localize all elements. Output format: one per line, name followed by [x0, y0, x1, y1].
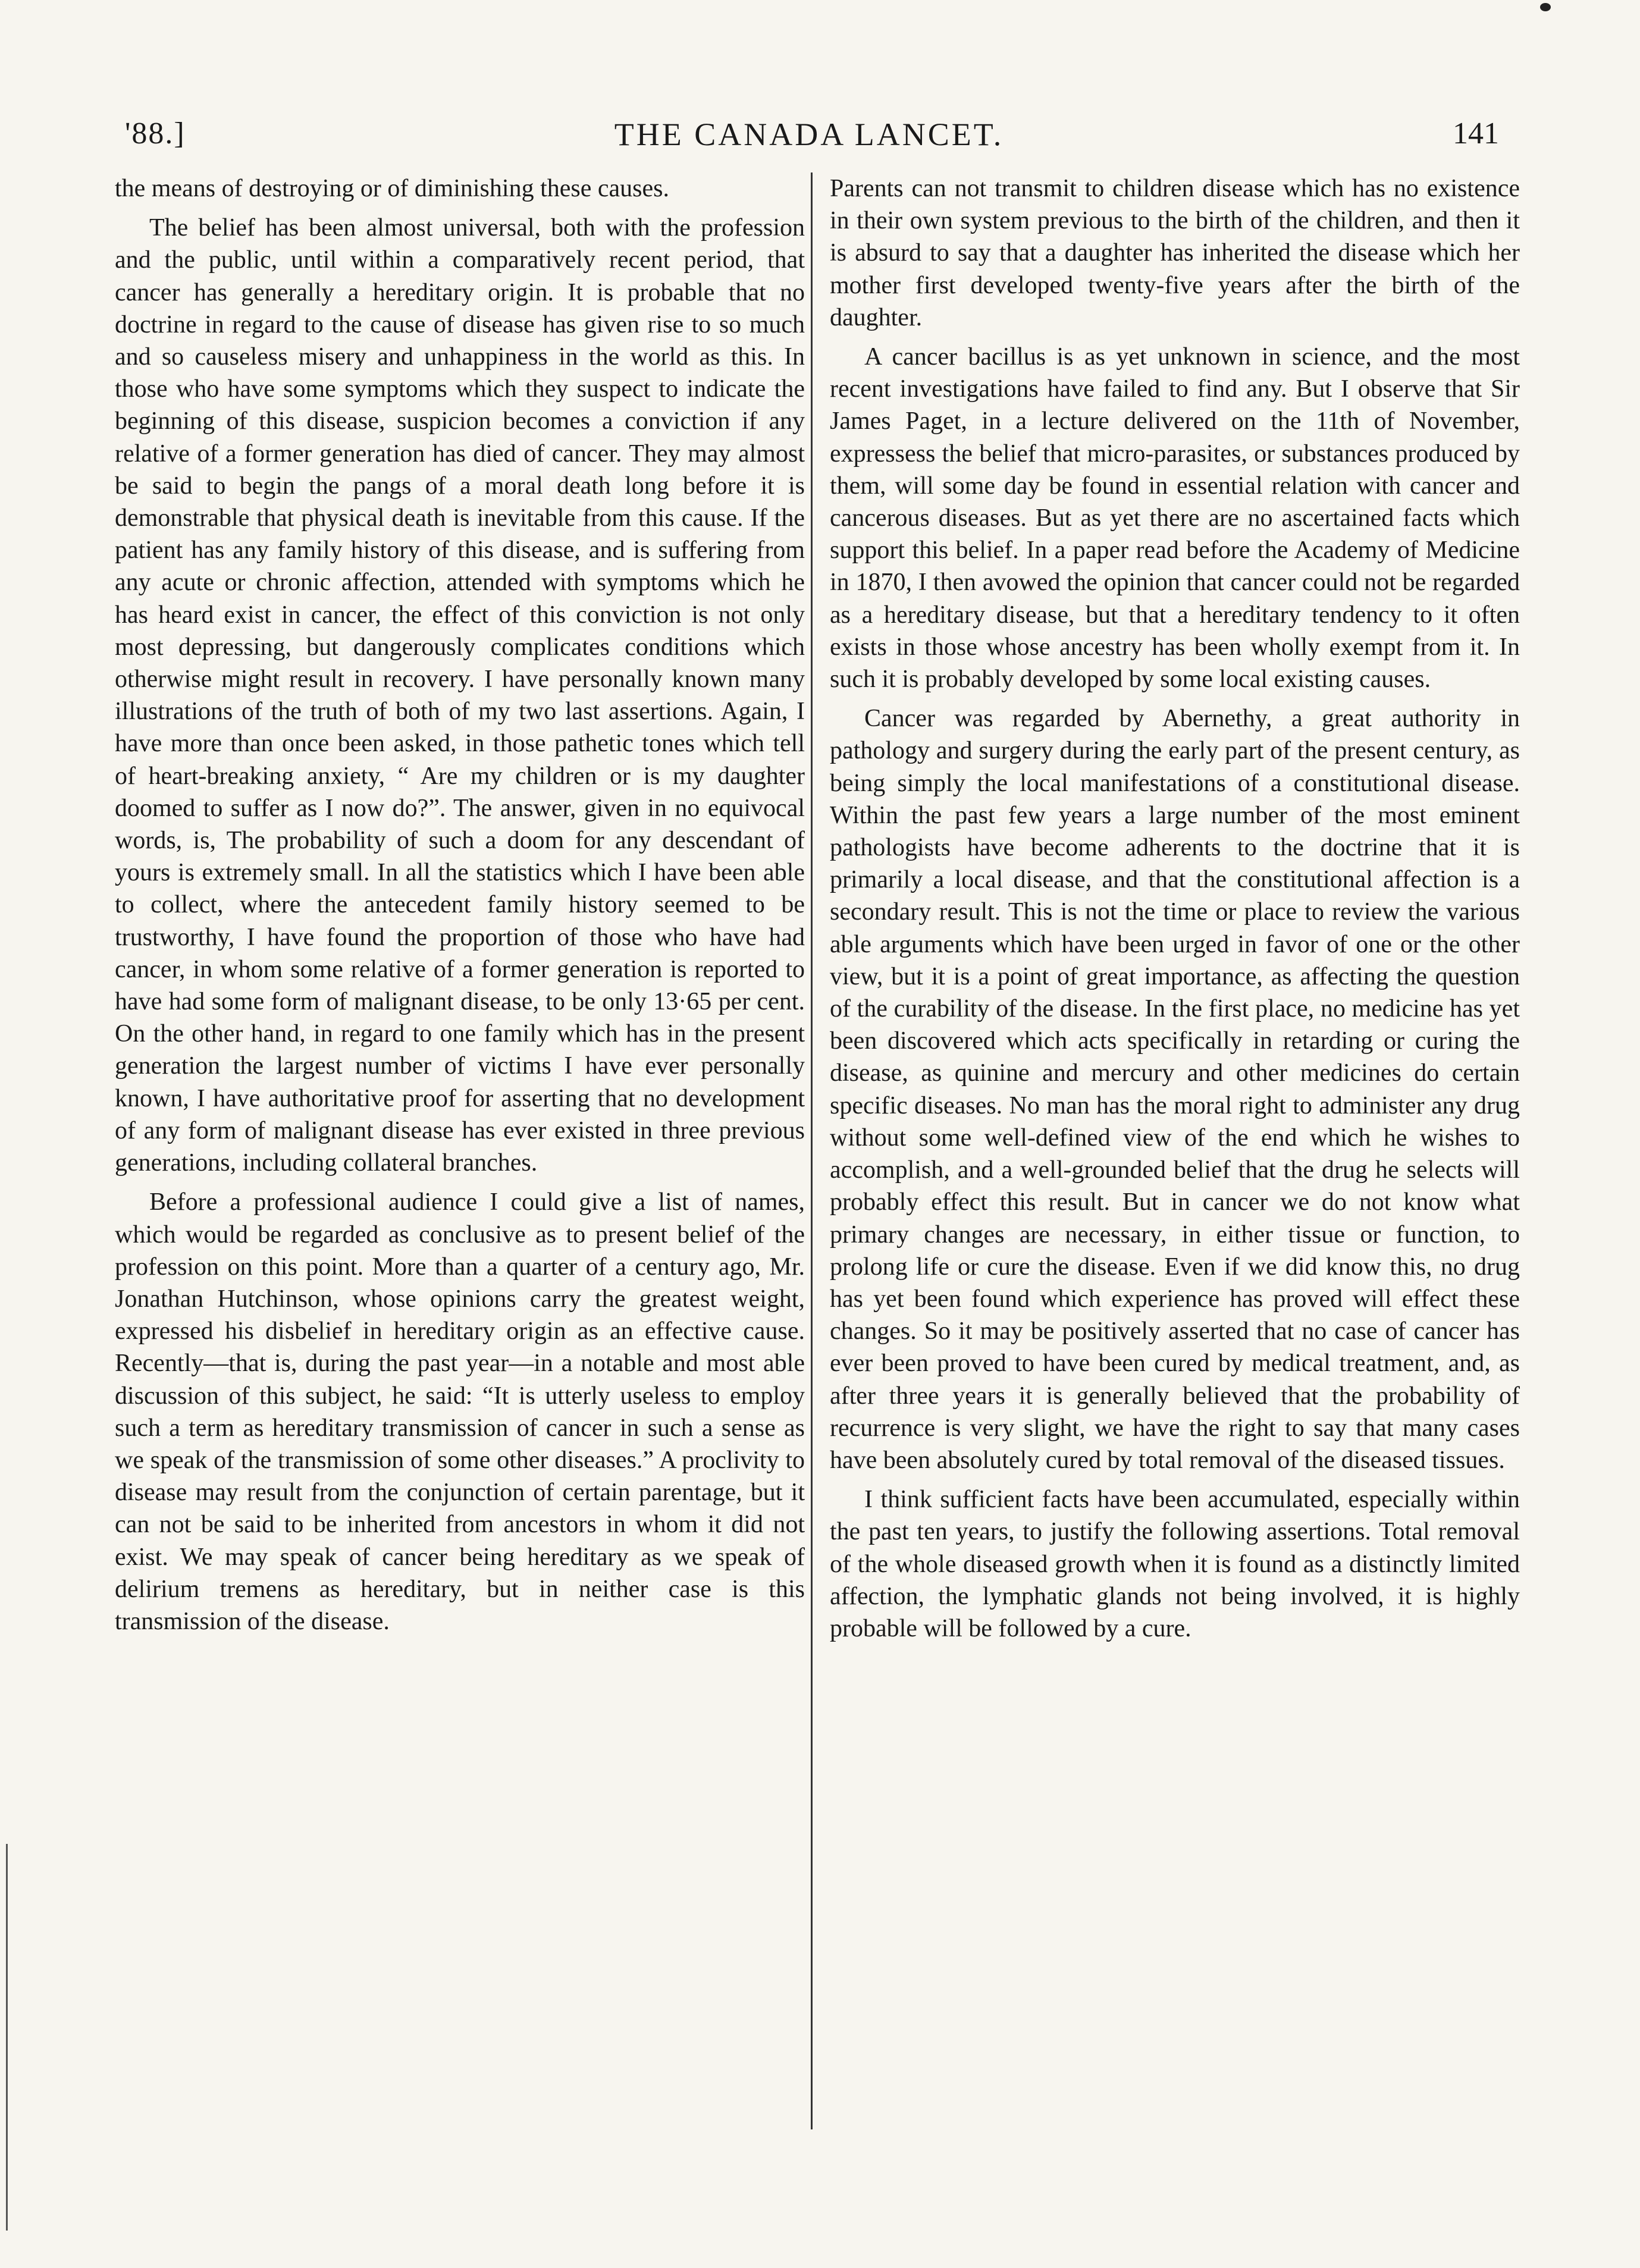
- paragraph: the means of destroying or of diminishing these causes.: [115, 175, 669, 202]
- page-header: [107, 116, 1511, 164]
- paragraph: Parents can not transmit to children disease which has no existence in their own system previous to the birth of the children, and then it is absurd to say that a daughter has inherited the disease which her mother first developed twenty-five years after the birth of the daughter.: [830, 175, 1520, 331]
- paragraph: I think sufficient facts have been accumulated, especially within the past ten years, to justify the following assertions. Total removal of the whole diseased growth when it is found as a distinctly limited affection, the lymphatic glands not being involved, it is highly probable will be followed by a cure.: [830, 1486, 1520, 1642]
- paragraph: The belief has been almost universal, both with the profession and the public, until within a comparatively recent period, that cancer has generally a hereditary origin. It is probable that no doctrine in regard to the cause of disease has given rise to so much and so causeless misery and unhappiness in the world as this. In those who have some symptoms which they suspect to indicate the beginning of this disease, suspicion becomes a conviction if any relative of a former generation has died of cancer. They may almost be said to begin the pangs of a moral death long before it is demonstrable that physical death is inevitable from this cause. If the patient has any family history of this disease, and is suffering from any acute or chronic affection, attended with symptoms which he has heard exist in cancer, the effect of this conviction is not only most depressing, but dangerously complicates conditions which otherwise might result in recovery. I have personally known many illustrations of the truth of both of my two last assertions. Again, I have more than once been asked, in those pathetic tones which tell of heart-breaking anxiety, “ Are my children or is my daughter doomed to suffer as I now do?”. The answer, given in no equivocal words, is, The probability of such a doom for any descendant of yours is extremely small. In all the statistics which I have been able to collect, where the antecedent family history seemed to be trustworthy, I have found the proportion of those who have had cancer, in whom some relative of a former generation is reported to have had some form of malignant disease, to be only 13·65 per cent. On the other hand, in regard to one family which has in the present generation the largest number of victims I have ever personally known, I have authoritative proof for asserting that no development of any form of malignant disease has ever existed in three previous generations, including collateral branches.: [115, 214, 805, 1177]
- journal-title: THE CANADA LANCET.: [614, 117, 1004, 152]
- paragraph: A cancer bacillus is as yet unknown in science, and the most recent investigations have failed to find any. But I observe that Sir James Paget, in a lecture delivered on the 11th of November, expressess the belief that micro-parasites, or substances produced by them, will some day be found in essential relation with cancer and cancerous diseases. But as yet there are no ascertained facts which support this belief. In a paper read before the Academy of Medicine in 1870, I then avowed the opinion that cancer could not be regarded as a hereditary disease, but that a hereditary tendency to it often exists in those whose ancestry has been wholly exempt from it. In such it is probably developed by some local existing causes.: [830, 343, 1520, 694]
- page-number: 141: [1453, 117, 1499, 150]
- right-column: [830, 172, 1520, 1652]
- ink-speck: [1540, 3, 1551, 11]
- left-column: [115, 172, 805, 1645]
- scan-edge-mark: [6, 1844, 8, 2231]
- paragraph: Before a professional audience I could give a list of names, which would be regarded as conclusive as to present belief of the profession on this point. More than a quarter of a century ago, Mr. Jonathan Hutchinson, whose opinions carry the greatest weight, expressed his disbelief in hereditary origin as an effective cause. Recently—that is, during the past year—in a notable and most able discussion of this subject, he said: “It is utterly useless to employ such a term as hereditary transmission of cancer in such a sense as we speak of the transmission of some other diseases.” A proclivity to disease may result from the conjunction of certain parentage, but it can not be said to be inherited from ancestors in whom it did not exist. We may speak of cancer being hereditary as we speak of delirium tremens as hereditary, but in neither case is this transmission of the disease.: [115, 1188, 805, 1635]
- column-divider: [811, 172, 813, 2129]
- volume-year: '88.]: [125, 117, 186, 150]
- paragraph: Cancer was regarded by Abernethy, a great authority in pathology and surgery during the early part of the present century, as being simply the local manifestations of a constitutional disease. Within the past few years a large number of the most eminent pathologists have become adherents to the doctrine that it is primarily a local disease, and that the constitutional affection is a secondary result. This is not the time or place to review the various able arguments which have been urged in favor of one or the other view, but it is a point of great importance, as affecting the question of the curability of the disease. In the first place, no medicine has yet been discovered which acts specifically in retarding or curing the disease, as quinine and mercury and other medicines do certain specific diseases. No man has the moral right to administer any drug without some well-defined view of the end which he wishes to accomplish, and a well-grounded belief that the drug he selects will probably effect this result. But in cancer we do not know what primary changes are necessary, in either tissue or function, to prolong life or cure the disease. Even if we did know this, no drug has yet been found which experience has proved will effect these changes. So it may be positively asserted that no case of cancer has ever been proved to have been cured by medical treatment, and, as after three years it is generally believed that the probability of recurrence is very slight, we have the right to say that many cases have been absolutely cured by total removal of the diseased tissues.: [830, 705, 1520, 1474]
